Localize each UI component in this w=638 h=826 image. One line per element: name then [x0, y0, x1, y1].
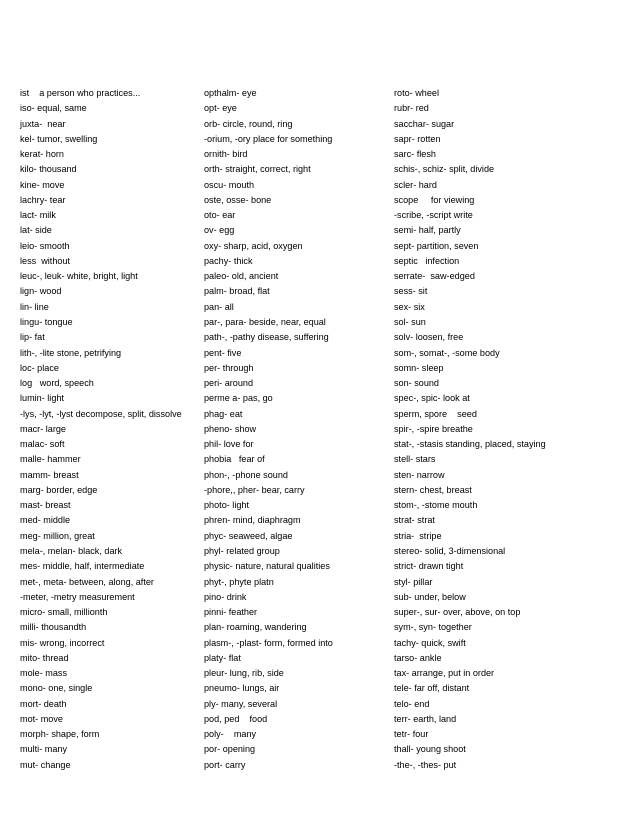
glossary-entry: loc- place	[20, 362, 59, 373]
glossary-entry: morph- shape, form	[20, 729, 100, 740]
glossary-entry: scler- hard	[394, 179, 437, 190]
glossary-entry: stereo- solid, 3-dimensional	[394, 545, 506, 556]
glossary-entry: schis-, schiz- split, divide	[394, 164, 495, 175]
glossary-entry: stom-, -stome mouth	[394, 500, 478, 511]
glossary-entry: mis- wrong, incorrect	[20, 637, 105, 648]
glossary-entry: stern- chest, breast	[394, 484, 472, 495]
glossary-entry: pod, ped food	[204, 713, 268, 724]
glossary-entry: mort- death	[20, 698, 67, 709]
glossary-entry: plan- roaming, wandering	[204, 622, 307, 633]
glossary-entry: opthalm- eye	[204, 88, 257, 98]
glossary-entry: super-, sur- over, above, on top	[394, 607, 521, 618]
glossary-entry: strict- drawn tight	[394, 561, 464, 572]
glossary-entry: photo- light	[204, 500, 249, 511]
glossary-entry: lachry- tear	[20, 194, 66, 205]
glossary-entry: stell- stars	[394, 454, 436, 465]
glossary-entry: sex- six	[394, 301, 425, 312]
glossary-entry: palm- broad, flat	[204, 286, 270, 297]
glossary-entry: lumin- light	[20, 393, 64, 404]
glossary-entry: tele- far off, distant	[394, 683, 470, 694]
glossary-entry: pheno- show	[204, 423, 257, 434]
glossary-entry: iso- equal, same	[20, 103, 87, 114]
glossary-entry: septic infection	[394, 255, 460, 266]
glossary-entry: mast- breast	[20, 500, 71, 511]
glossary-entry: oscu- mouth	[204, 179, 255, 190]
glossary-entry: leio- smooth	[20, 240, 70, 251]
glossary-entry: phyl- related group	[204, 545, 280, 556]
glossary-entry: multi- many	[20, 744, 67, 755]
glossary-entry: marg- border, edge	[20, 484, 98, 495]
glossary-entry: milli- thousandth	[20, 622, 87, 633]
glossary-entry: mamm- breast	[20, 469, 79, 480]
glossary-entry: tarso- ankle	[394, 652, 442, 663]
glossary-entry: sarc- flesh	[394, 149, 436, 160]
glossary-entry: por- opening	[204, 744, 256, 755]
glossary-entry: sym-, syn- together	[394, 622, 472, 633]
glossary-entry: strat- strat	[394, 515, 435, 526]
glossary-entry: ornith- bird	[204, 149, 248, 160]
glossary-entry: log word, speech	[20, 378, 94, 389]
glossary-entry: kerat- horn	[20, 149, 64, 160]
glossary-entry: pachy- thick	[204, 255, 253, 266]
glossary-entry: phobia fear of	[204, 454, 265, 465]
glossary-entry: lact- milk	[20, 210, 56, 221]
glossary-entry: -meter, -metry measurement	[20, 591, 135, 602]
glossary-entry: leuc-, leuk- white, bright, light	[20, 271, 138, 282]
glossary-entry: mot- move	[20, 713, 63, 724]
glossary-entry: stria- stripe	[394, 530, 442, 541]
glossary-entry: scope for viewing	[394, 194, 475, 205]
glossary-entry: kine- move	[20, 179, 65, 190]
glossary-entry: terr- earth, land	[394, 713, 457, 724]
glossary-entry: som-, somat-, -some body	[394, 347, 500, 358]
glossary-entry: phag- eat	[204, 408, 243, 419]
glossary-entry: rubr- red	[394, 103, 429, 114]
glossary-entry: somn- sleep	[394, 362, 444, 373]
glossary-entry: pneumo- lungs, air	[204, 683, 280, 694]
glossary-entry: micro- small, millionth	[20, 607, 108, 618]
glossary-entry: sess- sit	[394, 286, 428, 297]
glossary-entry: oto- ear	[204, 210, 236, 221]
glossary-entry: path-, -pathy disease, suffering	[204, 332, 329, 343]
glossary-entry: tax- arrange, put in order	[394, 668, 495, 679]
glossary-entry: physic- nature, natural qualities	[204, 561, 330, 572]
glossary-entry: sol- sun	[394, 316, 426, 327]
glossary-entry: solv- loosen, free	[394, 332, 464, 343]
glossary-entry: opt- eye	[204, 103, 237, 114]
glossary-entry: port- carry	[204, 759, 246, 770]
glossary-entry: mito- thread	[20, 652, 69, 663]
glossary-entry: phil- love for	[204, 439, 254, 450]
glossary-entry: macr- large	[20, 423, 66, 434]
glossary-entry: spec-, spic- look at	[394, 393, 470, 404]
glossary-entry: -orium, -ory place for something	[204, 133, 333, 144]
glossary-entry: pleur- lung, rib, side	[204, 668, 284, 679]
glossary-entry: semi- half, partly	[394, 225, 461, 236]
glossary-entry: phyc- seaweed, algae	[204, 530, 293, 541]
glossary-entry: par-, para- beside, near, equal	[204, 316, 326, 327]
glossary-column-2	[204, 86, 390, 773]
glossary-entry: plasm-, -plast- form, formed into	[204, 637, 333, 648]
glossary-entry: tachy- quick, swift	[394, 637, 466, 648]
glossary-entry: sten- narrow	[394, 469, 445, 480]
glossary-entry: phyt-, phyte platn	[204, 576, 274, 587]
glossary-entry: -scribe, -script write	[394, 210, 473, 221]
glossary-column-3	[394, 86, 624, 773]
glossary-entry: phren- mind, diaphragm	[204, 515, 301, 526]
glossary-entry: styl- pillar	[394, 576, 433, 587]
glossary-entry: platy- flat	[204, 652, 241, 663]
glossary-entry: serrate- saw-edged	[394, 271, 475, 282]
glossary-entry: pent- five	[204, 347, 242, 358]
glossary-entry: tetr- four	[394, 729, 429, 740]
glossary-entry: -lys, -lyt, -lyst decompose, split, dissolve	[20, 408, 182, 419]
glossary-entry: -phore,, pher- bear, carry	[204, 484, 305, 495]
glossary-entry: kilo- thousand	[20, 164, 77, 175]
glossary-entry: ov- egg	[204, 225, 235, 236]
glossary-entry: sperm, spore seed	[394, 408, 477, 419]
glossary-entry: orth- straight, correct, right	[204, 164, 311, 175]
glossary-entry: meg- million, great	[20, 530, 95, 541]
glossary-entry: son- sound	[394, 378, 439, 389]
glossary-entry: less without	[20, 255, 71, 266]
glossary-entry: med- middle	[20, 515, 71, 526]
glossary-entry: kel- tumor, swelling	[20, 133, 98, 144]
glossary-entry: sept- partition, seven	[394, 240, 479, 251]
glossary-entry: sapr- rotten	[394, 133, 441, 144]
glossary-entry: sub- under, below	[394, 591, 466, 602]
glossary-entry: lith-, -lite stone, petrifying	[20, 347, 122, 358]
glossary-entry: lingu- tongue	[20, 316, 73, 327]
glossary-entry: sacchar- sugar	[394, 118, 455, 129]
glossary-entry: roto- wheel	[394, 88, 439, 98]
glossary-entry: telo- end	[394, 698, 430, 709]
glossary-entry: lin- line	[20, 301, 49, 312]
glossary-entry: paleo- old, ancient	[204, 271, 279, 282]
glossary-entry: pinni- feather	[204, 607, 258, 618]
glossary-entry: oxy- sharp, acid, oxygen	[204, 240, 303, 251]
glossary-entry: lip- fat	[20, 332, 45, 343]
glossary-entry: stat-, -stasis standing, placed, staying	[394, 439, 546, 450]
glossary-entry: pan- all	[204, 301, 234, 312]
glossary-entry: ply- many, several	[204, 698, 278, 709]
glossary-entry: phon-, -phone sound	[204, 469, 288, 480]
glossary-entry: -the-, -thes- put	[394, 759, 457, 770]
glossary-entry: mela-, melan- black, dark	[20, 545, 123, 556]
glossary-entry: ist a person who practices...	[20, 88, 141, 98]
glossary-entry: mes- middle, half, intermediate	[20, 561, 145, 572]
glossary-entry: orb- circle, round, ring	[204, 118, 293, 129]
glossary-entry: pino- drink	[204, 591, 247, 602]
glossary-entry: per- through	[204, 362, 254, 373]
glossary-entry: oste, osse- bone	[204, 194, 272, 205]
glossary-entry: mole- mass	[20, 668, 67, 679]
glossary-entry: juxta- near	[20, 118, 66, 129]
glossary-entry: thall- young shoot	[394, 744, 466, 755]
glossary-entry: peri- around	[204, 378, 254, 389]
glossary-entry: malle- hammer	[20, 454, 81, 465]
glossary-entry: malac- soft	[20, 439, 65, 450]
glossary-entry: lat- side	[20, 225, 52, 236]
glossary-entry: lign- wood	[20, 286, 62, 297]
glossary-entry: mut- change	[20, 759, 71, 770]
glossary-entry: mono- one, single	[20, 683, 93, 694]
glossary-column-1	[20, 86, 200, 773]
glossary-entry: poly- many	[204, 729, 257, 740]
glossary-entry: perme a- pas, go	[204, 393, 273, 404]
glossary-entry: met-, meta- between, along, after	[20, 576, 154, 587]
glossary-entry: spir-, -spire breathe	[394, 423, 473, 434]
